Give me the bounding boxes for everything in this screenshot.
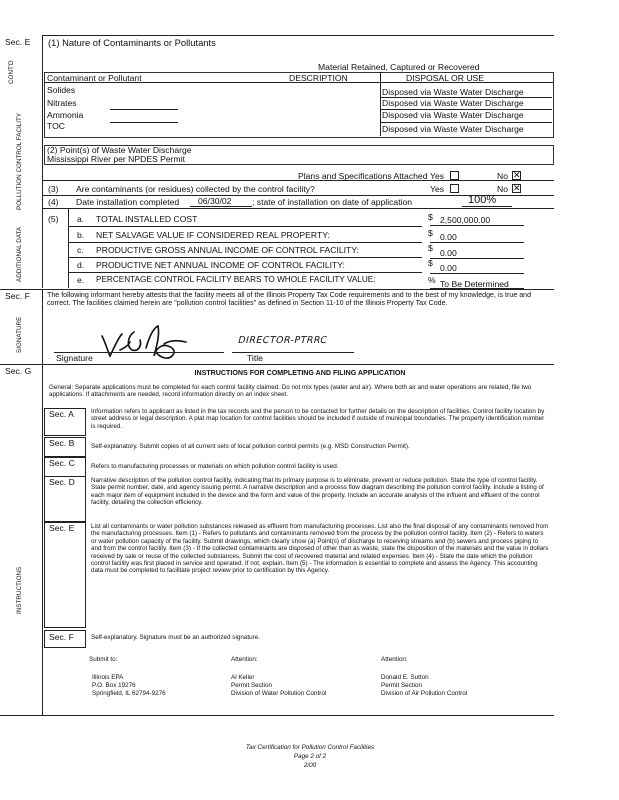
divider <box>42 35 43 288</box>
addr-line: Springfield, IL 62794-9276 <box>92 690 166 697</box>
divider <box>68 242 422 243</box>
item-letter: d. <box>77 260 85 270</box>
footer-line3: 2/00 <box>303 762 317 769</box>
contaminant-cell: Ammonia <box>47 110 84 120</box>
sub-label: Sec. F <box>49 632 74 642</box>
item-dollar: $ <box>428 243 433 253</box>
divider <box>0 364 554 365</box>
divider <box>462 206 512 207</box>
divider <box>68 272 422 273</box>
addr-line: P.O. Box 19276 <box>92 682 136 689</box>
sub-label: Sec. E <box>49 523 75 533</box>
plans-no-label: No <box>497 171 508 181</box>
item-value: 2,500,000.00 <box>440 215 491 225</box>
contaminant-cell: Solides <box>47 85 76 95</box>
attention2-label: Attention: <box>381 656 408 663</box>
divider <box>430 242 524 243</box>
col-description: DESCRIPTION <box>289 73 348 83</box>
sec-g-heading: INSTRUCTIONS FOR COMPLETING AND FILING APPLICATION <box>194 369 406 377</box>
item-dollar: $ <box>428 228 433 238</box>
item-value: 0.00 <box>440 248 457 258</box>
col-disposal: DISPOSAL OR USE <box>406 73 485 83</box>
sub-label: Sec. B <box>49 438 75 448</box>
plans-no-checkbox[interactable]: ✕ <box>513 170 521 180</box>
sub-label: Sec. D <box>49 477 75 487</box>
item-letter: c. <box>77 245 84 255</box>
table-group-header: Material Retained, Captured or Recovered <box>318 62 480 72</box>
sec-f-text: The following informant hereby attests that the facility meets all of the Illinois Property Tax Code requirements and to the best of my knowledge, is true and correct. The facilities claimed herein are "pollution control facilities" as defined in Section 11-10 of the Illinois Property Tax Code. <box>47 291 532 308</box>
item-value: 0.00 <box>440 232 457 242</box>
item-dollar: $ <box>428 212 433 222</box>
col-contaminant: Contaminant or Pollutant <box>47 73 142 83</box>
sec-f-label: Sec. F <box>5 291 30 301</box>
item-label: PRODUCTIVE NET ANNUAL INCOME OF CONTROL FACILITY: <box>96 260 345 270</box>
side-label-instructions: INSTRUCTIONS <box>16 566 23 614</box>
q4-text-a: Date installation completed <box>76 197 180 207</box>
submit-label: Submit to: <box>89 656 118 663</box>
q3-yes-checkbox[interactable] <box>450 184 459 193</box>
divider <box>68 257 422 258</box>
contaminant-cell: TOC <box>47 121 65 131</box>
sub-text: Narrative description of the pollution control facility, indicating that its primary purpose is to eliminate, prevent or reduce pollution. State the type of control facility. State permit number, date, and agency issuing permit. A narrative description and a process flow diagram describing the pollution control facility. Include a listing of each major item of equipment included in the device and the form and value of the property. Include an accurate analysis of the influent and effluent of the control facility, detailing the collection efficiency. <box>91 477 544 507</box>
q3-yes-label: Yes <box>430 184 445 194</box>
side-label-pcf: POLLUTION CONTROL FACILITY <box>16 112 23 210</box>
title-label: Title <box>247 353 263 363</box>
sub-text: Self-explanatory. Signature must be an authorized signature. <box>91 634 260 641</box>
addr-line: Donald E. Sutton <box>381 674 429 681</box>
divider <box>68 208 69 288</box>
item-label: PERCENTAGE CONTROL FACILITY BEARS TO WHOLE FACILITY VALUE: <box>96 275 376 284</box>
signature-label: Signature <box>56 353 93 363</box>
addr-line: Illinois EPA <box>92 674 124 681</box>
addr-line: Al Keller <box>231 674 255 681</box>
sub-label: Sec. A <box>49 409 74 419</box>
q4-percent: 100% <box>468 194 497 206</box>
disposal-cell: Disposed via Waste Water Discharge <box>382 124 524 134</box>
signature-image <box>98 322 194 364</box>
q4-date: 06/30/02 <box>198 196 232 206</box>
disposal-cell: Disposed via Waste Water Discharge <box>382 98 524 108</box>
disposal-cell: Disposed via Waste Water Discharge <box>382 110 524 120</box>
q4-num: (4) <box>48 197 59 207</box>
sec-e-heading: (1) Nature of Contaminants or Pollutants <box>48 37 216 48</box>
divider <box>42 364 43 715</box>
addr-line: Permit Section <box>381 682 422 689</box>
sub-label-box <box>44 522 86 628</box>
divider <box>110 109 178 110</box>
sub-text: Self-explanatory. Submit copies of all current sets of local pollution control permits (e.g. MSD Construction Permit). <box>91 443 410 450</box>
addr-line: Division of Air Pollution Control <box>381 690 468 697</box>
addr-line: Permit Section <box>231 682 272 689</box>
divider <box>42 35 554 36</box>
q3-text: Are contaminants (or residues) collected by the control facility? <box>76 184 315 194</box>
divider <box>0 715 554 716</box>
q4-text-b: ; state of installation on date of application <box>252 197 413 207</box>
divider <box>42 289 43 364</box>
item-letter: a. <box>77 214 85 224</box>
addr-line: Division of Water Pollution Control <box>231 690 327 697</box>
side-label-additional: ADDITIONAL DATA <box>16 226 23 282</box>
sub-text: Refers to manufacturing processes or materials on which pollution control facility is used. <box>91 463 339 470</box>
q5-num: (5) <box>48 214 59 224</box>
divider <box>0 289 554 290</box>
item-value: 0.00 <box>440 263 457 273</box>
sub-text: Information refers to applicant as listed in the tax records and the person to be contacted for further details on the description of facilities. Control facility location by street address or legal description. A plat map location for control facilities should be included if outside of municipal boundaries. The property identification number is required. <box>91 408 545 430</box>
q2-label: (2) Point(s) of Waste Water Discharge <box>47 145 192 155</box>
plans-yes-label: Yes <box>430 171 445 181</box>
item-dollar: $ <box>428 258 433 268</box>
divider <box>68 226 422 227</box>
divider <box>430 258 524 259</box>
item-letter: e. <box>77 275 85 285</box>
item-value: To Be Determined <box>440 279 509 289</box>
side-label-signature: SIGNATURE <box>16 316 23 353</box>
item-label: NET SALVAGE VALUE IF CONSIDERED REAL PROPERTY: <box>96 230 330 240</box>
divider <box>380 122 552 123</box>
contaminant-cell: Nitrates <box>47 98 77 108</box>
divider <box>430 273 524 274</box>
q2-value: Mississippi River per NPDES Permit <box>47 154 186 164</box>
divider <box>190 206 252 207</box>
item-letter: b. <box>77 230 85 240</box>
plans-yes-checkbox[interactable] <box>450 171 459 180</box>
sub-label: Sec. C <box>49 458 75 468</box>
sec-e-label: Sec. E <box>5 37 31 47</box>
divider <box>110 122 178 123</box>
disposal-cell: Disposed via Waste Water Discharge <box>382 87 524 97</box>
sec-g-general: General: Separate applications must be completed for each control facility claimed. Do not mix types (water and air). Where both air and water operations are related, file two applications. If attachments are needed, record information directly on an index sheet. <box>49 384 532 399</box>
q3-no-checkbox[interactable]: ✕ <box>513 183 521 193</box>
divider <box>42 208 554 209</box>
side-label-contd: CONT'D <box>8 60 15 84</box>
q3-num: (3) <box>48 184 59 194</box>
plans-label: Plans and Specifications Attached <box>298 171 428 181</box>
divider <box>42 180 554 181</box>
divider <box>430 225 524 226</box>
title-value: DIRECTOR-PTRRC <box>236 335 329 346</box>
sec-g-label: Sec. G <box>5 366 32 376</box>
item-label: TOTAL INSTALLED COST <box>96 214 198 224</box>
sub-text: List all contaminants or water pollution substances released as effluent from manufacturing processes. List also the final disposal of any contaminants removed from the manufacturing processes. Item (1) - Refers to pollutants and contaminants removed from the process by the pollution control facility. Item (2) - Refers to waters or water pollution capacity of the facility. Submit drawings, which clearly show (a) Point(s) of discharge to receiving streams and (b) sewers and process piping to and from the control facility. Item (3) - If the collected contaminants are disposed of other than as waste, state the disposition of the materials and the value in dollars received by sale or reuse of the collected substances. Submit the cost of recovered material and related expenses. Item (4) - State the date which the pollution control facility was first placed in service and operated. If not, explain. Item (5) - The information is essential to complete and assess the Agency. This accounting data must be completed to facilitate project review prior to certification by this Agency. <box>91 523 549 575</box>
divider <box>380 72 381 136</box>
attention1-label: Attention: <box>231 656 258 663</box>
footer-line1: Tax Certification for Pollution Control Facilities <box>245 744 375 751</box>
item-label: PRODUCTIVE GROSS ANNUAL INCOME OF CONTROL FACILITY: <box>96 245 359 255</box>
q3-no-label: No <box>497 184 508 194</box>
footer-line2: Page 2 of 2 <box>293 753 327 760</box>
item-dollar: % <box>428 275 436 285</box>
